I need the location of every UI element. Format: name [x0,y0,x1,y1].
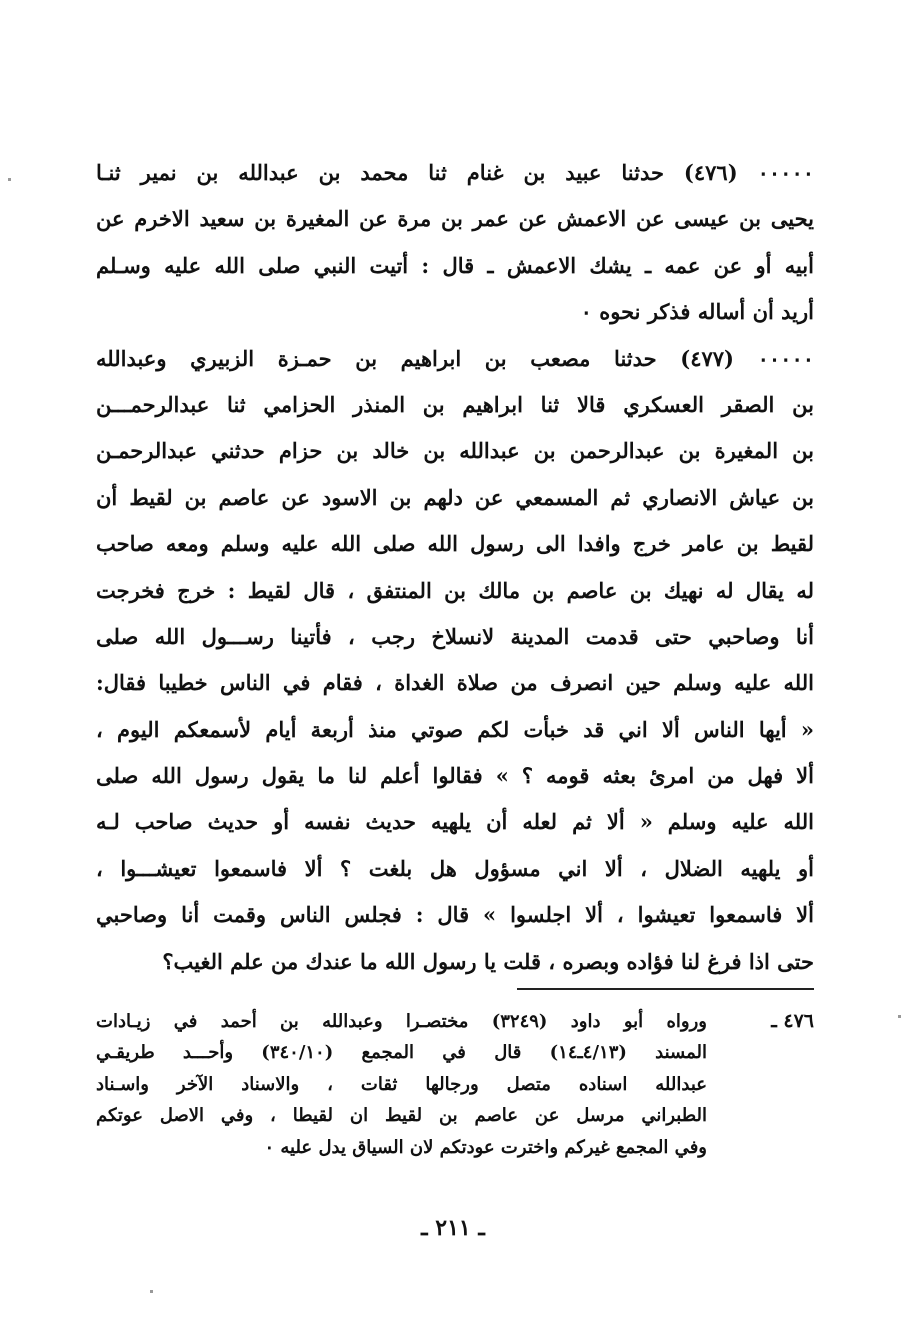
text-line: الله عليه وسلم « ألا ثم لعله أن يلهيه حديث نفسه أو حديث صاحب لـه [96,809,814,835]
footnote-line: المسند (٤/١٣ـ١٤) قال في المجمع (٣٤٠/١٠) وأحـــد طريقـي [96,1042,707,1064]
text-line: ٠٠٠٠٠ (٤٧٧) حدثنا مصعب بن ابراهيم بن حمـزة الزبيري وعبدالله [96,345,814,371]
text-line: بن عياش الانصاري ثم المسمعي عن دلهم بن الاسود عن عاصم بن لقيط أن [96,484,814,510]
text-line: أو يلهيه الضلال ، ألا اني مسؤول هل بلغت ؟ ألا فاسمعوا تعيشـــوا ، [96,855,814,881]
footnote-body [96,1006,707,1163]
text-line: بن المغيرة بن عبدالرحمن بن عبدالله بن خالد بن حزام حدثني عبدالرحمـن [96,438,814,464]
text-line: ألا فهل من امرئ بعثه قومه ؟ » فقالوا أعلم لنا ما يقول رسول الله صلى [96,763,814,789]
footnote-number: ٤٧٦ ـ [771,1010,814,1032]
main-text [96,150,814,985]
footnote-line: ورواه أبو داود (٣٢٤٩) مختصـرا وعبدالله بن أحمد في زيـادات [96,1011,707,1032]
text-line: « أيها الناس ألا اني قد خبأت لكم صوتي منذ أربعة أيام لأسمعكم اليوم ، [96,716,814,742]
hadith-476-paragraph [96,150,814,336]
page-number: ـ ٢١١ ـ [421,1215,485,1241]
hadith-477-paragraph [96,336,814,985]
text-line: له يقال له نهيك بن عاصم بن مالك بن المنتفق ، قال لقيط : خرج فخرجت [96,577,814,603]
text-line: لقيط بن عامر خرج وافدا الى رسول الله صلى الله عليه وسلم ومعه صاحب [96,531,814,557]
footnote-line: وفي المجمع غيركم واخترت عودتكم لان السياق يدل عليه ٠ [264,1136,707,1158]
footnote-line: الطبراني مرسل عن عاصم بن لقيط ان لقيطا ، وفي الاصل عوتكم [96,1105,707,1127]
text-line: الله عليه وسلم حين انصرف من صلاة الغداة ، فقام في الناس خطيبا فقال: [96,670,814,696]
footnote-line: عبدالله اسناده متصل ورجالها ثقات ، والاسناد الآخر واسـناد [96,1073,707,1095]
text-line: ٠٠٠٠٠ (٤٧٦) حدثنا عبيد بن غنام ثنا محمد بن عبدالله بن نمير ثنـا [96,160,814,185]
text-line: ألا فاسمعوا تعيشوا ، ألا اجلسوا » قال : فجلس الناس وقمت أنا وصاحبي [96,902,814,928]
text-line: أبيه أو عن عمه ـ يشك الاعمش ـ قال : أتيت النبي صلى الله عليه وسـلم [96,252,814,278]
text-line: حتى اذا فرغ لنا فؤاده وبصره ، قلت يا رسول الله ما عندك من علم الغيب؟ [162,948,814,974]
scan-speck [8,178,11,181]
text-line: أنا وصاحبي حتى قدمت المدينة لانسلاخ رجب ، فأتينا رســـول الله صلى [96,623,814,649]
text-line: بن الصقر العسكري قالا ثنا ابراهيم بن المنذر الحزامي ثنا عبدالرحمـــن [96,391,814,417]
footnote-separator [517,988,814,990]
scan-speck [898,1015,901,1018]
text-line: يحيى بن عيسى عن الاعمش عن عمر بن مرة عن المغيرة بن سعيد الاخرم عن [96,206,814,232]
text-line: أريد أن أساله فذكر نحوه ٠ [580,299,814,325]
scan-speck [150,1290,153,1293]
